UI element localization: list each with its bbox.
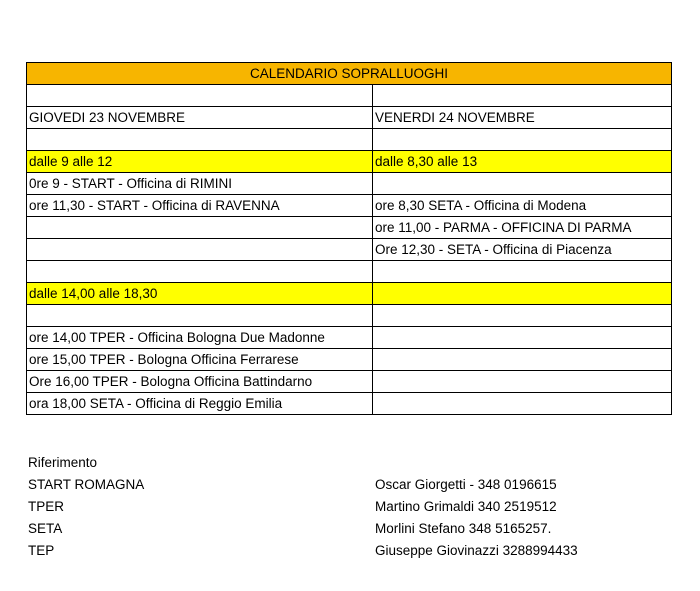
empty-row — [27, 305, 672, 327]
day-left: GIOVEDI 23 NOVEMBRE — [27, 107, 373, 129]
afternoon-slot-row — [27, 283, 672, 305]
cell-left — [27, 217, 373, 239]
reference-contact: Giuseppe Giovinazzi 3288994433 — [375, 543, 578, 558]
reference-section — [28, 452, 668, 562]
day-right: VENERDI 24 NOVEMBRE — [373, 107, 672, 129]
cell-left: Ore 16,00 TPER - Bologna Officina Battindarno — [27, 371, 373, 393]
schedule-table — [26, 62, 672, 415]
reference-company: TEP — [28, 543, 55, 558]
reference-heading: Riferimento — [28, 455, 98, 470]
cell-left — [27, 239, 373, 261]
reference-company: SETA — [28, 521, 63, 536]
empty-row — [27, 129, 672, 151]
table-row — [27, 393, 672, 415]
cell-right — [373, 327, 672, 349]
cell-left: 0re 9 - START - Officina di RIMINI — [27, 173, 373, 195]
list-item — [28, 474, 668, 496]
reference-contact: Oscar Giorgetti - 348 0196615 — [375, 477, 557, 492]
afternoon-slot-right — [373, 283, 672, 305]
list-item — [28, 540, 668, 562]
morning-slot-right: dalle 8,30 alle 13 — [373, 151, 672, 173]
table-row — [27, 371, 672, 393]
cell-left: ore 14,00 TPER - Officina Bologna Due Madonne — [27, 327, 373, 349]
cell-left: ore 15,00 TPER - Bologna Officina Ferrarese — [27, 349, 373, 371]
table-row — [27, 349, 672, 371]
reference-company: TPER — [28, 499, 65, 514]
cell-left: ore 11,30 - START - Officina di RAVENNA — [27, 195, 373, 217]
day-header-row — [27, 107, 672, 129]
reference-contact: Martino Grimaldi 340 2519512 — [375, 499, 557, 514]
table-row — [27, 327, 672, 349]
morning-slot-row — [27, 151, 672, 173]
table-row — [27, 217, 672, 239]
cell-right — [373, 371, 672, 393]
table-row — [27, 239, 672, 261]
cell-right — [373, 173, 672, 195]
title-row — [27, 63, 672, 85]
empty-row — [27, 261, 672, 283]
cell-right — [373, 393, 672, 415]
table-row — [27, 173, 672, 195]
morning-slot-left: dalle 9 alle 12 — [27, 151, 373, 173]
afternoon-slot-left: dalle 14,00 alle 18,30 — [27, 283, 373, 305]
cell-right — [373, 349, 672, 371]
cell-left: ora 18,00 SETA - Officina di Reggio Emilia — [27, 393, 373, 415]
list-item — [28, 518, 668, 540]
empty-row — [27, 85, 672, 107]
cell-right: Ore 12,30 - SETA - Officina di Piacenza — [373, 239, 672, 261]
reference-contact: Morlini Stefano 348 5165257. — [375, 521, 552, 536]
table-row — [27, 195, 672, 217]
calendar-title: CALENDARIO SOPRALLUOGHI — [27, 63, 672, 85]
cell-right: ore 11,00 - PARMA - OFFICINA DI PARMA — [373, 217, 672, 239]
cell-right: ore 8,30 SETA - Officina di Modena — [373, 195, 672, 217]
list-item — [28, 496, 668, 518]
reference-company: START ROMAGNA — [28, 477, 145, 492]
